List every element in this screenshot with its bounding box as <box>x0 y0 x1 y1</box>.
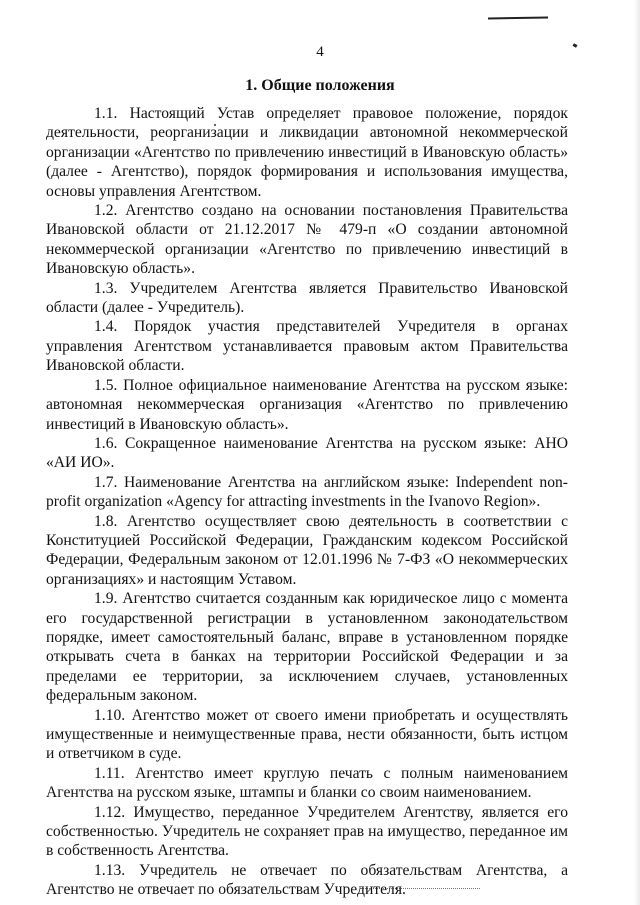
scan-edge-shadow <box>634 0 640 905</box>
page-number: 4 <box>316 44 324 60</box>
paragraph-1-1: 1.1. Настоящий Устав определяет правовое положение, порядок деятельности, реорганизации и ликвидации автономной некоммерческой организации «Агентство по привлечению инвестиций в Ивановскую область» (далее - Агентство), порядок формирования и использования имущества, основы управления Агентством. <box>46 105 568 200</box>
paragraph-1-5: 1.5. Полное официальное наименование Агентства на русском языке: автономная некоммерческая организация «Агентство по привлечению инвестиций в Ивановскую область». <box>46 376 568 433</box>
paragraph-1-9: 1.9. Агентство считается созданным как юридическое лицо с момента его государственной регистрации в установленном законодательством порядке, имеет самостоятельный баланс, вправе в установленном порядке открывать счета в банках на территории Российской Федерации и за пределами ее территории, за исключением случаев, установленных федеральным законом. <box>46 590 568 705</box>
section-title: 1. Общие положения <box>245 77 395 94</box>
paragraph-1-8: 1.8. Агентство осуществляет свою деятельность в соответствии с Конституцией Российской Федерации, Гражданским кодексом Российской Федерации, Федеральным законом от 12.01.1996 № 7-ФЗ «О некоммерческих организациях» и настоящим Уставом. <box>46 512 568 588</box>
paragraph-1-10: 1.10. Агентство может от своего имени приобретать и осуществлять имущественные и неимущественные права, нести обязанности, быть истцом и ответчиком в суде. <box>46 706 568 763</box>
paragraph-1-2: 1.2. Агентство создано на основании постановления Правительства Ивановской области от 21.12.2017 № 479-п «О создании автономной некоммерческой организации «Агентство по привлечению инвестиций в Ивановскую область». <box>46 202 568 278</box>
paragraph-1-4: 1.4. Порядок участия представителей Учредителя в органах управления Агентством устанавливается правовым актом Правительства Ивановской области. <box>46 318 568 375</box>
scan-artifact-line <box>488 16 548 19</box>
paragraph-1-6: 1.6. Сокращенное наименование Агентства на русском языке: АНО «АИ ИО». <box>46 434 568 472</box>
paragraph-1-12: 1.12. Имущество, переданное Учредителем Агентству, является его собственностью. Учредитель не сохраняет прав на имущество, переданное им в собственность Агентства. <box>46 803 568 860</box>
paragraph-1-3: 1.3. Учредителем Агентства является Правительство Ивановской области (далее - Учредитель). <box>46 279 568 317</box>
document-body <box>46 104 568 900</box>
paragraph-1-11: 1.11. Агентство имеет круглую печать с полным наименованием Агентства на русском языке, штампы и бланки со своим наименованием. <box>46 764 568 802</box>
paragraph-1-13: 1.13. Учредитель не отвечает по обязательствам Агентства, а Агентство не отвечает по обязательствам Учредителя. <box>46 861 568 899</box>
paragraph-1-7: 1.7. Наименование Агентства на английском языке: Independent non-profit organization «Agency for attracting investments in the Ivanovo Region». <box>46 473 568 511</box>
